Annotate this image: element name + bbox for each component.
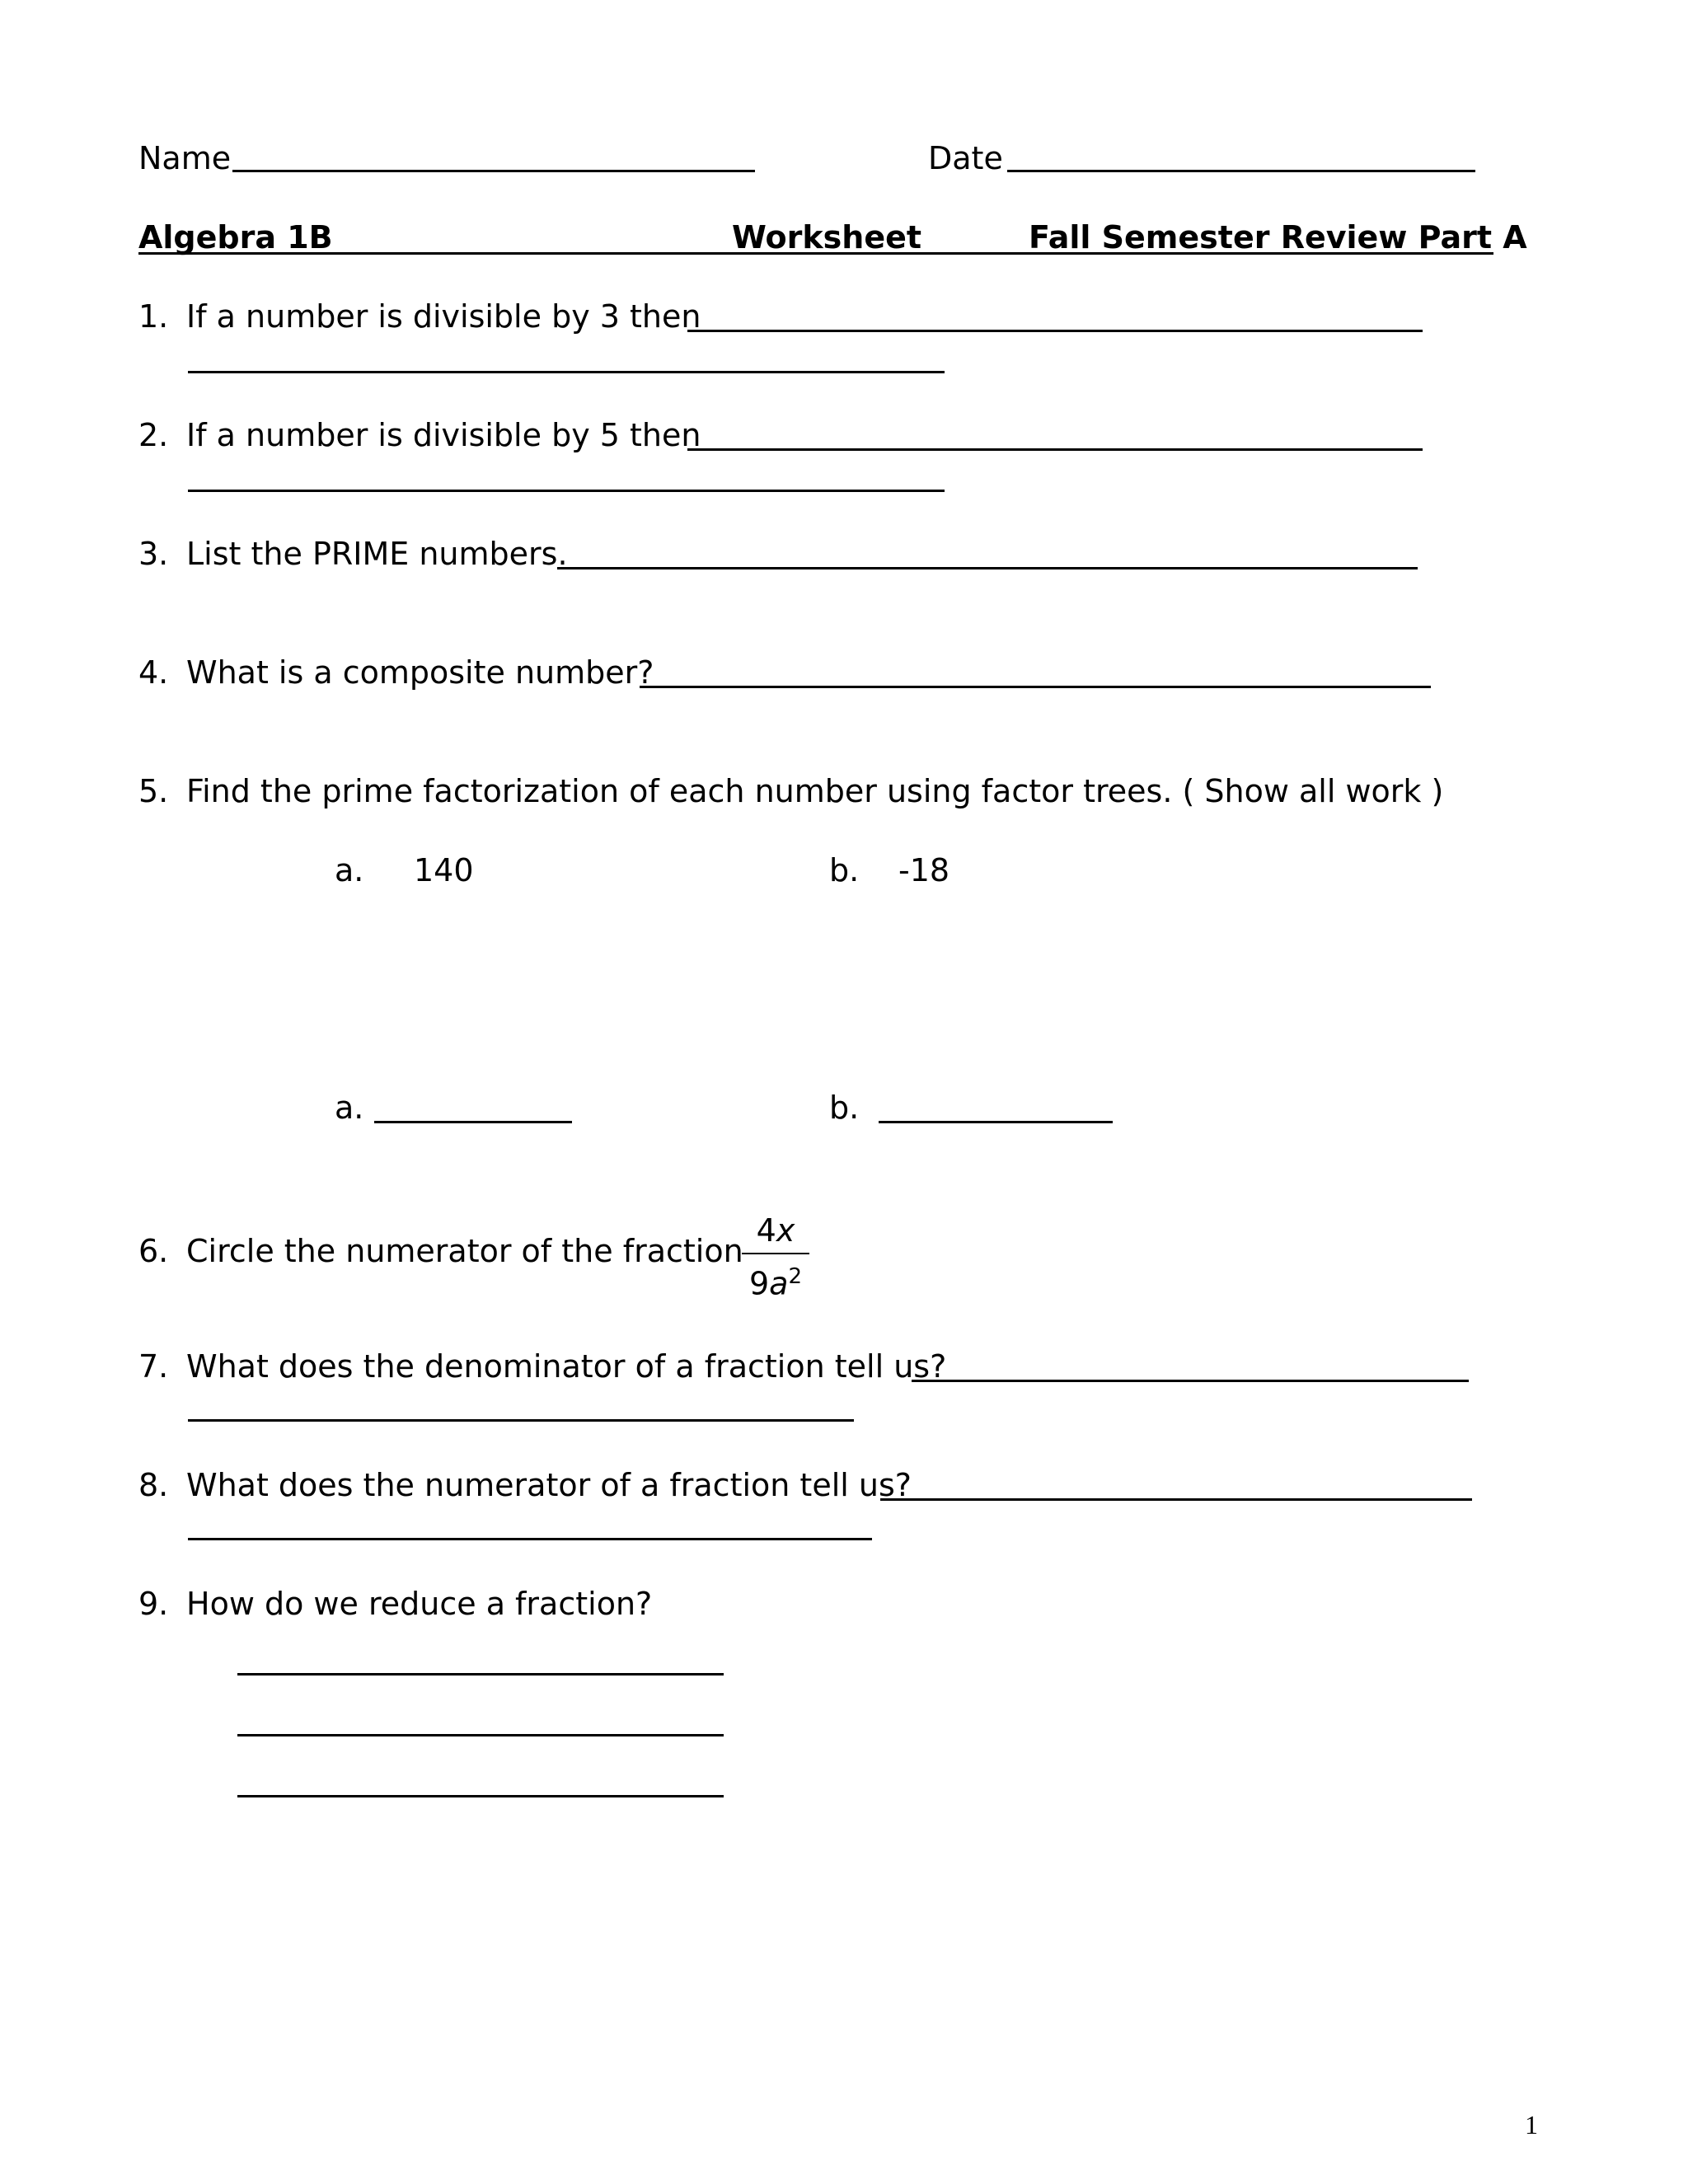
course-title: Algebra 1B: [138, 219, 333, 255]
answer-line[interactable]: [557, 567, 1418, 569]
question-text: What does the denominator of a fraction tell us?: [186, 1348, 947, 1385]
title-underline: [138, 252, 1493, 255]
date-label: Date: [928, 140, 1003, 176]
answer-line[interactable]: [687, 330, 1423, 332]
answer-line[interactable]: [237, 1795, 724, 1797]
answer-a-line[interactable]: [374, 1121, 572, 1123]
question-number: 9.: [138, 1586, 169, 1622]
worksheet-label: Worksheet: [732, 219, 922, 255]
worksheet-subtitle: Fall Semester Review Part A: [1029, 219, 1527, 255]
question-number: 1.: [138, 298, 169, 335]
answer-line[interactable]: [188, 1538, 872, 1540]
answer-line[interactable]: [188, 371, 945, 373]
denominator-variable: a: [769, 1265, 789, 1302]
question-number: 4.: [138, 654, 169, 691]
name-field[interactable]: [232, 170, 755, 172]
question-text: List the PRIME numbers.: [186, 536, 568, 572]
answer-line[interactable]: [687, 448, 1423, 451]
question-text: What does the numerator of a fraction tell us?: [186, 1467, 912, 1503]
answer-line[interactable]: [188, 490, 945, 492]
question-text: Circle the numerator of the fraction: [186, 1233, 743, 1269]
question-number: 6.: [138, 1233, 169, 1269]
name-label: Name: [138, 140, 232, 176]
fraction-numerator[interactable]: [742, 1210, 809, 1251]
question-text: If a number is divisible by 5 then: [186, 417, 701, 453]
answer-line[interactable]: [237, 1734, 724, 1736]
part-a-value: 140: [414, 852, 474, 888]
answer-line[interactable]: [237, 1673, 724, 1675]
question-number: 8.: [138, 1467, 169, 1503]
answer-a-label: a.: [335, 1090, 364, 1126]
date-field[interactable]: [1007, 170, 1475, 172]
question-text: Find the prime factorization of each number using factor trees. ( Show all work ): [186, 773, 1444, 809]
fraction-bar: [742, 1253, 809, 1254]
question-text: What is a composite number?: [186, 654, 654, 691]
answer-line[interactable]: [880, 1498, 1472, 1501]
question-number: 2.: [138, 417, 169, 453]
numerator-coefficient: 4: [756, 1212, 776, 1249]
question-number: 5.: [138, 773, 169, 809]
fraction-expression[interactable]: [742, 1210, 809, 1305]
denominator-coefficient: 9: [748, 1265, 770, 1302]
answer-b-label: b.: [829, 1090, 860, 1126]
numerator-variable: x: [776, 1212, 795, 1249]
answer-line[interactable]: [912, 1380, 1469, 1382]
answer-b-line[interactable]: [879, 1121, 1113, 1123]
part-b-value: -18: [898, 852, 950, 888]
question-number: 7.: [138, 1348, 169, 1385]
part-a-label: a.: [335, 852, 364, 888]
answer-line[interactable]: [188, 1419, 854, 1422]
page-number: 1: [1525, 2110, 1538, 2139]
question-number: 3.: [138, 536, 169, 572]
question-text: How do we reduce a fraction?: [186, 1586, 653, 1622]
part-b-label: b.: [829, 852, 860, 888]
answer-line[interactable]: [640, 686, 1431, 688]
denominator-exponent: 2: [788, 1264, 803, 1289]
question-text: If a number is divisible by 3 then: [186, 298, 701, 335]
fraction-denominator: [742, 1256, 809, 1305]
